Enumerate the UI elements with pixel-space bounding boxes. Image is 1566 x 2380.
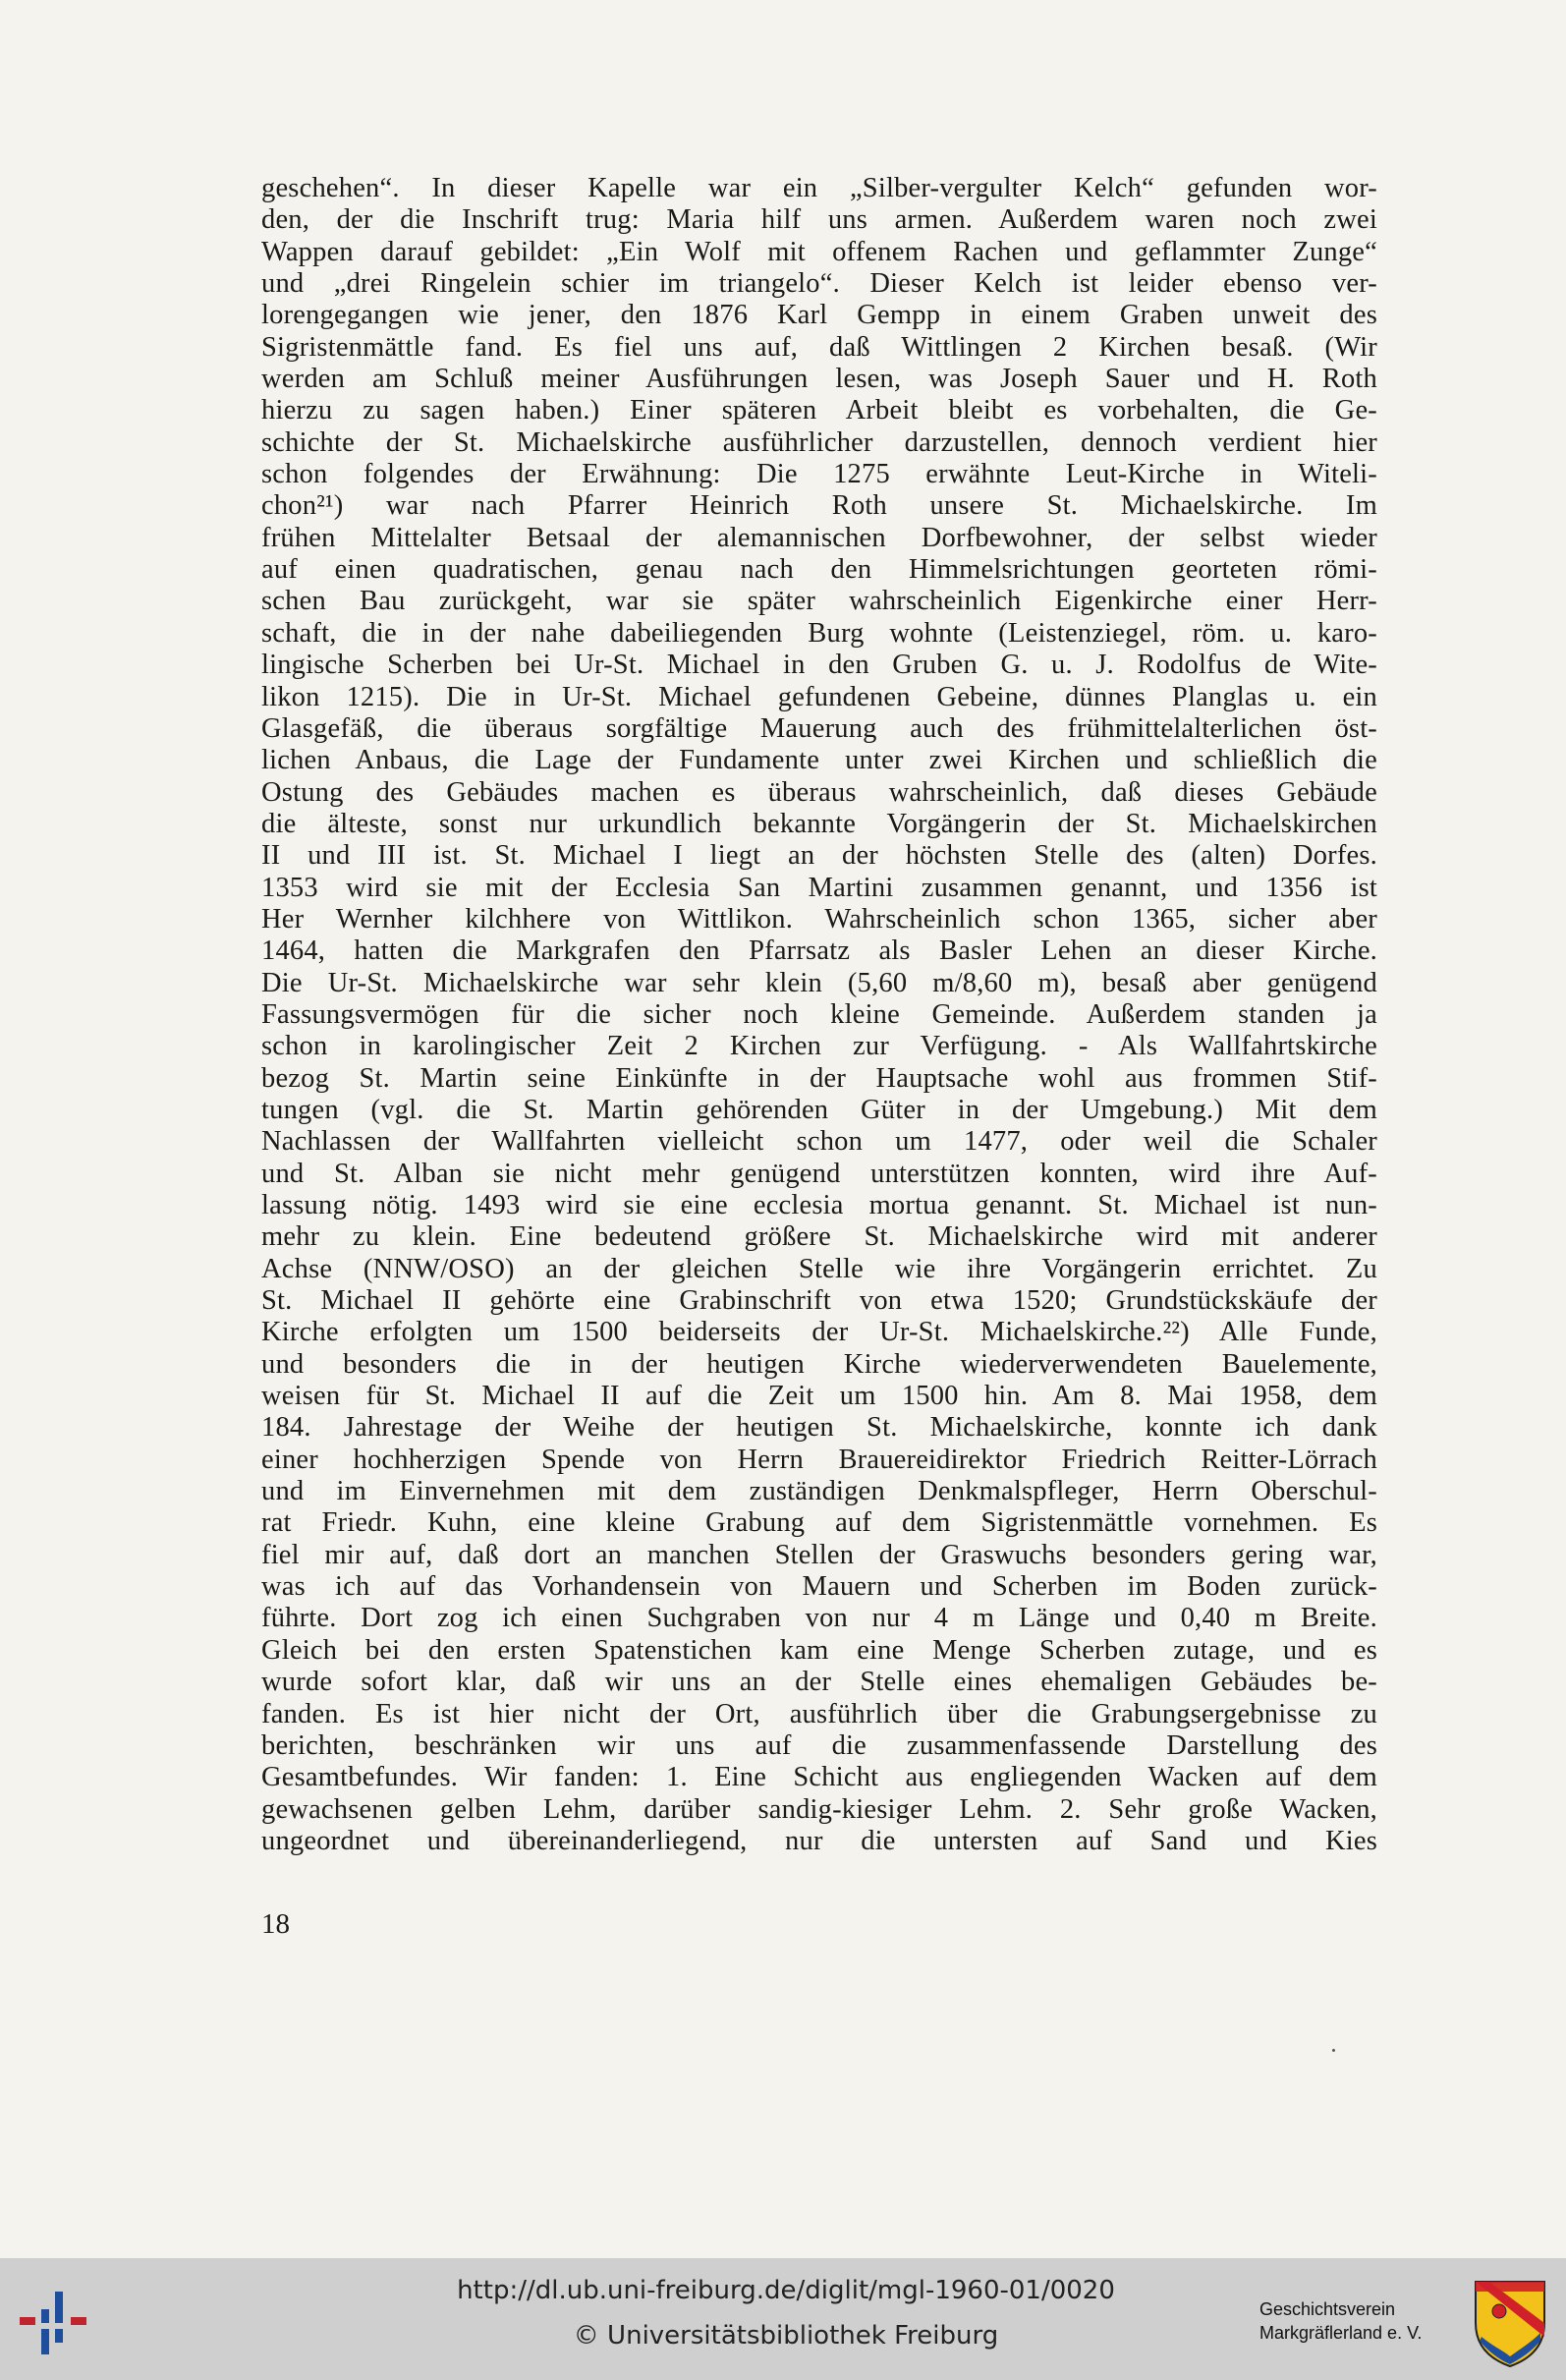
text-line: weisen für St. Michael II auf die Zeit um 1500 hin. Am 8. Mai 1958, dem bbox=[261, 1381, 1377, 1412]
text-line: schaft, die in der nahe dabeiliegenden Burg wohnte (Leistenziegel, röm. u. karo- bbox=[261, 617, 1377, 649]
text-line: Achse (NNW/OSO) an der gleichen Stelle wie ihre Vorgängerin errichtet. Zu bbox=[261, 1253, 1377, 1284]
text-line: und im Einvernehmen mit dem zuständigen Denkmalspfleger, Herrn Oberschul- bbox=[261, 1476, 1377, 1507]
text-line: lichen Anbaus, die Lage der Fundamente unter zwei Kirchen und schließlich die bbox=[261, 745, 1377, 776]
text-line: 184. Jahrestage der Weihe der heutigen St. Michaelskirche, konnte ich dank bbox=[261, 1412, 1377, 1444]
text-line: Sigristenmättle fand. Es fiel uns auf, daß Wittlingen 2 Kirchen besaß. (Wir bbox=[261, 331, 1377, 363]
text-line: chon²¹) war nach Pfarrer Heinrich Roth unsere St. Michaelskirche. Im bbox=[261, 490, 1377, 522]
text-line: Gleich bei den ersten Spatenstichen kam eine Menge Scherben zutage, und es bbox=[261, 1634, 1377, 1666]
body-text bbox=[261, 173, 1377, 1857]
text-line: lorengegangen wie jener, den 1876 Karl Gempp in einem Graben unweit des bbox=[261, 300, 1377, 331]
text-line: hierzu zu sagen haben.) Einer späteren Arbeit bleibt es vorbehalten, die Ge- bbox=[261, 395, 1377, 426]
society-name[interactable] bbox=[1259, 2297, 1466, 2345]
text-line: frühen Mittelalter Betsaal der alemannischen Dorfbewohner, der selbst wieder bbox=[261, 522, 1377, 553]
text-line: wurde sofort klar, daß wir uns an der Stelle eines ehemaligen Gebäudes be- bbox=[261, 1667, 1377, 1698]
text-line: schon folgendes der Erwähnung: Die 1275 erwähnte Leut-Kirche in Witeli- bbox=[261, 459, 1377, 490]
text-line: 1464, hatten die Markgrafen den Pfarrsatz als Basler Lehen an dieser Kirche. bbox=[261, 935, 1377, 967]
text-line: einer hochherzigen Spende von Herrn Brauereidirektor Friedrich Reitter-Lörrach bbox=[261, 1444, 1377, 1475]
text-line: likon 1215). Die in Ur-St. Michael gefundenen Gebeine, dünnes Planglas u. ein bbox=[261, 681, 1377, 712]
text-line: was ich auf das Vorhandensein von Mauern und Scherben im Boden zurück- bbox=[261, 1571, 1377, 1603]
copyright-notice: © Universitätsbibliothek Freiburg bbox=[573, 2321, 999, 2351]
text-line: 1353 wird sie mit der Ecclesia San Martini zusammen genannt, und 1356 ist bbox=[261, 872, 1377, 903]
text-line: die älteste, sonst nur urkundlich bekannte Vorgängerin der St. Michaelskirchen bbox=[261, 808, 1377, 839]
text-line: Her Wernher kilchhere von Wittlikon. Wahrscheinlich schon 1365, sicher aber bbox=[261, 903, 1377, 935]
page-number: 18 bbox=[261, 1908, 290, 1940]
text-line: bezog St. Martin seine Einkünfte in der Hauptsache wohl aus frommen Stif- bbox=[261, 1062, 1377, 1094]
text-line: und „drei Ringelein schier im triangelo“. Dieser Kelch ist leider ebenso ver- bbox=[261, 268, 1377, 300]
ub-freiburg-logo-icon[interactable] bbox=[14, 2288, 102, 2356]
text-line: St. Michael II gehörte eine Grabinschrift von etwa 1520; Grundstückskäufe der bbox=[261, 1285, 1377, 1317]
coat-of-arms-icon[interactable] bbox=[1472, 2278, 1548, 2368]
viewer-footer bbox=[0, 2258, 1566, 2380]
text-line: und St. Alban sie nicht mehr genügend unterstützen konnten, wird ihre Auf- bbox=[261, 1158, 1377, 1189]
text-line: schon in karolingischer Zeit 2 Kirchen zur Verfügung. - Als Wallfahrtskirche bbox=[261, 1031, 1377, 1062]
text-line: lingische Scherben bei Ur-St. Michael in den Gruben G. u. J. Rodolfus de Wite- bbox=[261, 650, 1377, 681]
text-line: fanden. Es ist hier nicht der Ort, ausführlich über die Grabungsergebnisse zu bbox=[261, 1698, 1377, 1729]
text-line: Nachlassen der Wallfahrten vielleicht schon um 1477, oder weil die Schaler bbox=[261, 1126, 1377, 1158]
text-line: fiel mir auf, daß dort an manchen Stellen der Graswuchs besonders gering war, bbox=[261, 1539, 1377, 1570]
text-line: mehr zu klein. Eine bedeutend größere St. Michaelskirche wird mit anderer bbox=[261, 1221, 1377, 1253]
society-name-line1: Geschichtsverein bbox=[1259, 2299, 1396, 2319]
text-line: berichten, beschränken wir uns auf die zusammenfassende Darstellung des bbox=[261, 1729, 1377, 1761]
scan-speck bbox=[1332, 2049, 1335, 2052]
text-line: Kirche erfolgten um 1500 beiderseits der Ur-St. Michaelskirche.²²) Alle Funde, bbox=[261, 1317, 1377, 1348]
text-line: Fassungsvermögen für die sicher noch kleine Gemeinde. Außerdem standen ja bbox=[261, 998, 1377, 1030]
text-line: Glasgefäß, die überaus sorgfältige Mauerung auch des frühmittelalterlichen öst- bbox=[261, 712, 1377, 744]
text-line: II und III ist. St. Michael I liegt an der höchsten Stelle des (alten) Dorfes. bbox=[261, 840, 1377, 872]
text-line: schen Bau zurückgeht, war sie später wahrscheinlich Eigenkirche einer Herr- bbox=[261, 586, 1377, 617]
text-line: auf einen quadratischen, genau nach den Himmelsrichtungen georteten römi- bbox=[261, 554, 1377, 586]
text-line: geschehen“. In dieser Kapelle war ein „Silber-vergulter Kelch“ gefunden wor- bbox=[261, 173, 1377, 203]
text-line: den, der die Inschrift trug: Maria hilf uns armen. Außerdem waren noch zwei bbox=[261, 204, 1377, 236]
text-line: tungen (vgl. die St. Martin gehörenden Güter in der Umgebung.) Mit dem bbox=[261, 1094, 1377, 1125]
text-line: gewachsenen gelben Lehm, darüber sandig-kiesiger Lehm. 2. Sehr große Wacken, bbox=[261, 1793, 1377, 1825]
text-line: Wappen darauf gebildet: „Ein Wolf mit offenem Rachen und geflammter Zunge“ bbox=[261, 236, 1377, 267]
text-line: führte. Dort zog ich einen Suchgraben von nur 4 m Länge und 0,40 m Breite. bbox=[261, 1603, 1377, 1634]
text-line: ungeordnet und übereinanderliegend, nur die untersten auf Sand und Kies bbox=[261, 1825, 1377, 1856]
text-line: schichte der St. Michaelskirche ausführlicher darzustellen, dennoch verdient hier bbox=[261, 426, 1377, 458]
text-line: rat Friedr. Kuhn, eine kleine Grabung auf dem Sigristenmättle vornehmen. Es bbox=[261, 1507, 1377, 1539]
text-line: und besonders die in der heutigen Kirche wiederverwendeten Bauelemente, bbox=[261, 1348, 1377, 1380]
text-line: werden am Schluß meiner Ausführungen lesen, was Joseph Sauer und H. Roth bbox=[261, 364, 1377, 395]
document-url-link[interactable]: http://dl.ub.uni-freiburg.de/diglit/mgl-1960-01/0020 bbox=[457, 2276, 1115, 2305]
text-line: lassung nötig. 1493 wird sie eine ecclesia mortua genannt. St. Michael ist nun- bbox=[261, 1190, 1377, 1220]
society-name-line2: Markgräflerland e. V. bbox=[1259, 2323, 1423, 2343]
text-line: Ostung des Gebäudes machen es überaus wahrscheinlich, daß dieses Gebäude bbox=[261, 776, 1377, 808]
text-line: Gesamtbefundes. Wir fanden: 1. Eine Schicht aus engliegenden Wacken auf dem bbox=[261, 1762, 1377, 1793]
text-line: Die Ur-St. Michaelskirche war sehr klein (5,60 m/8,60 m), besaß aber genügend bbox=[261, 967, 1377, 998]
